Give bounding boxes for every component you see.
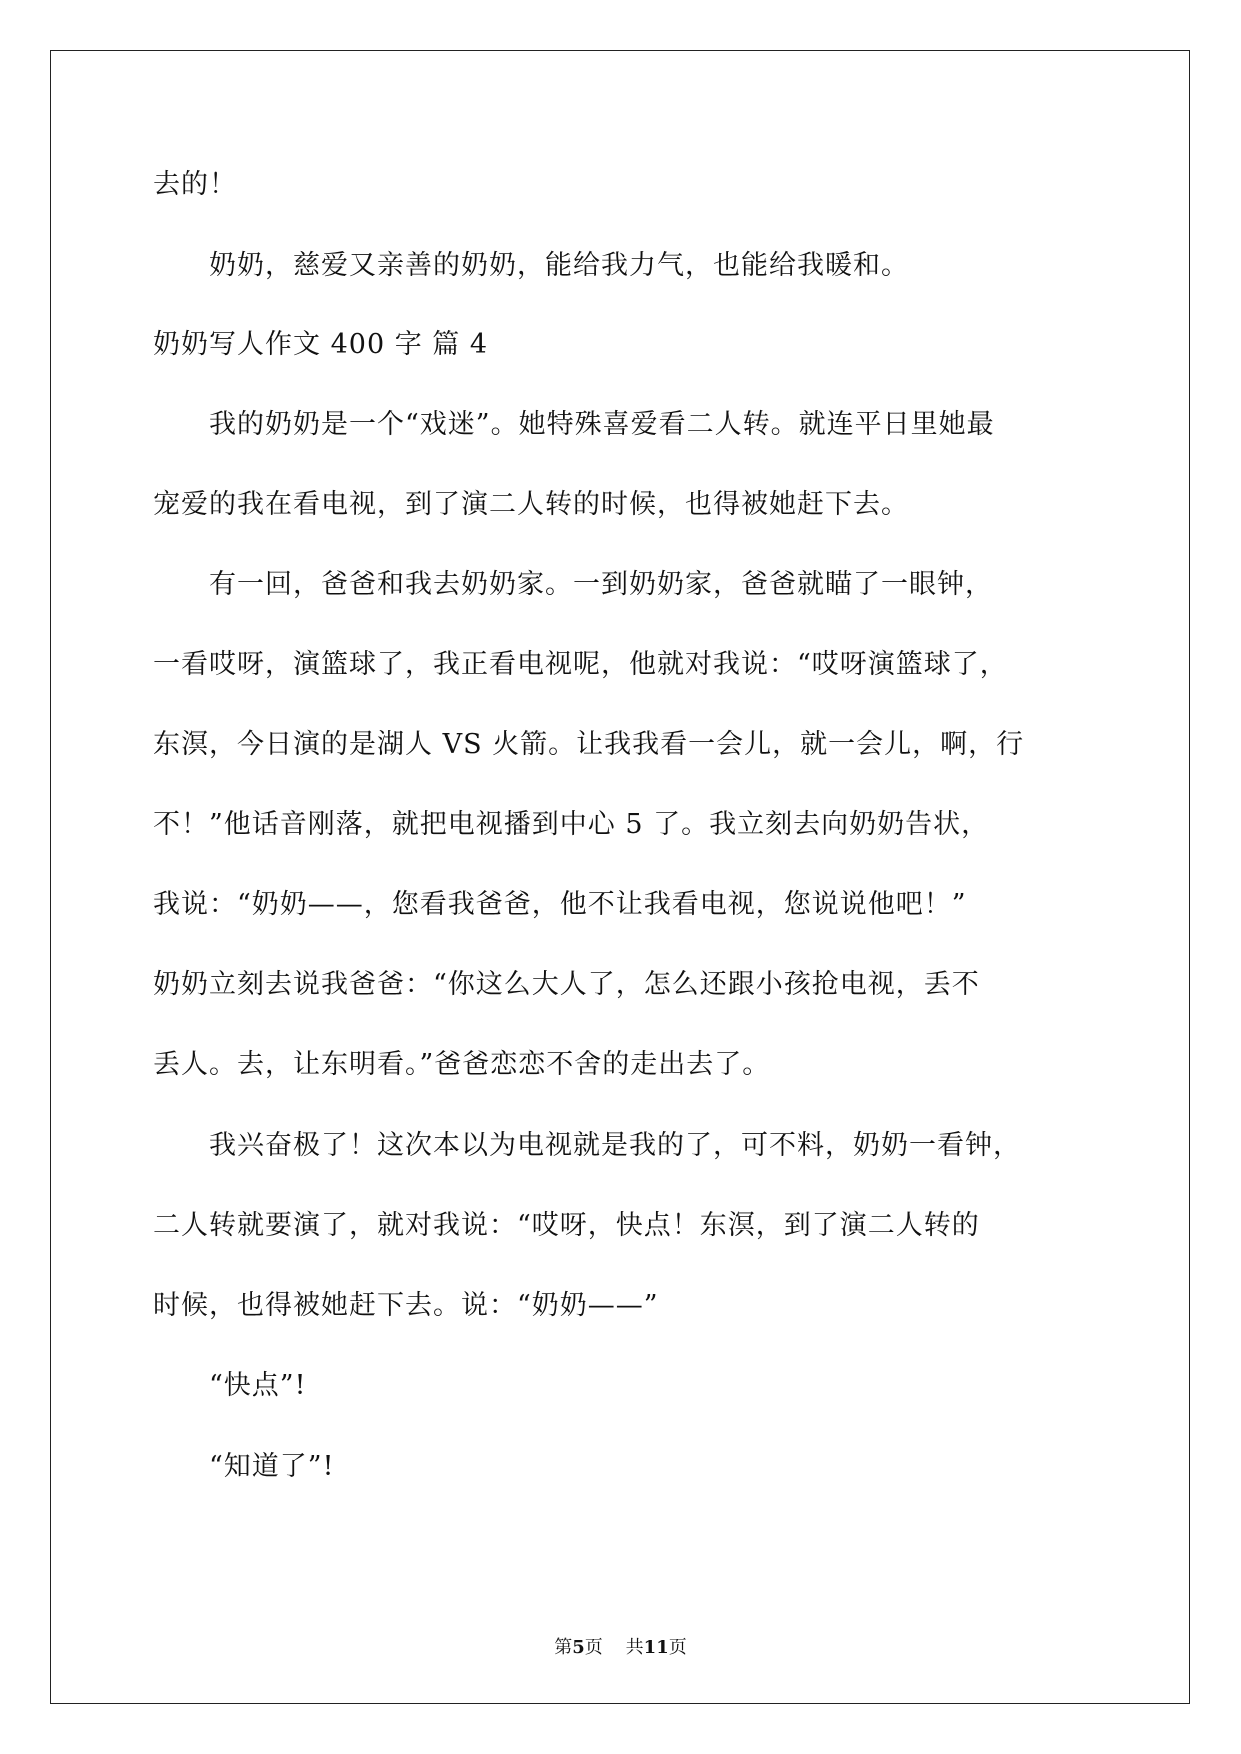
text-line: 二人转就要演了，就对我说：“哎呀，快点！东溟，到了演二人转的	[153, 1210, 980, 1241]
text-line: 有一回，爸爸和我去奶奶家。一到奶奶家，爸爸就瞄了一眼钟，	[153, 569, 993, 600]
text-line: 我说：“奶奶——，您看我爸爸，他不让我看电视，您说说他吧！”	[153, 889, 967, 920]
page-number: 5	[572, 1637, 585, 1658]
text-line: 一看哎呀，演篮球了，我正看电视呢，他就对我说：“哎呀演篮球了，	[153, 649, 1008, 680]
text-line: 东溟，今日演的是湖人 VS 火箭。让我我看一会儿，就一会儿，啊，行	[153, 729, 1025, 760]
total-pages: 11	[643, 1637, 669, 1658]
text-line: 我的奶奶是一个“戏迷”。她特殊喜爱看二人转。就连平日里她最	[153, 409, 995, 440]
total-suffix: 页	[668, 1637, 687, 1658]
text-line: 时候，也得被她赶下去。说：“奶奶——”	[153, 1290, 659, 1321]
text-line: 我兴奋极了！这次本以为电视就是我的了，可不料，奶奶一看钟，	[153, 1130, 1021, 1161]
text-line: 奶奶立刻去说我爸爸：“你这么大人了，怎么还跟小孩抢电视，丢不	[153, 969, 980, 1000]
total-prefix: 共	[625, 1637, 644, 1658]
text-line: 丢人。去，让东明看。”爸爸恋恋不舍的走出去了。	[153, 1049, 771, 1080]
text-line: “知道了”!	[153, 1451, 335, 1482]
text-line: 不！”他话音刚落，就把电视播到中心 5 了。我立刻去向奶奶告状，	[153, 809, 990, 840]
text-line: 去的！	[153, 169, 237, 200]
section-heading: 奶奶写人作文 400 字 篇 4	[153, 329, 489, 360]
page-prefix: 第	[554, 1637, 573, 1658]
page-suffix: 页	[584, 1637, 603, 1658]
text-line: “快点”!	[153, 1370, 307, 1401]
page-footer	[0, 1635, 1241, 1661]
text-line: 宠爱的我在看电视，到了演二人转的时候，也得被她赶下去。	[153, 489, 909, 520]
text-line: 奶奶，慈爱又亲善的奶奶，能给我力气，也能给我暖和。	[153, 250, 909, 281]
